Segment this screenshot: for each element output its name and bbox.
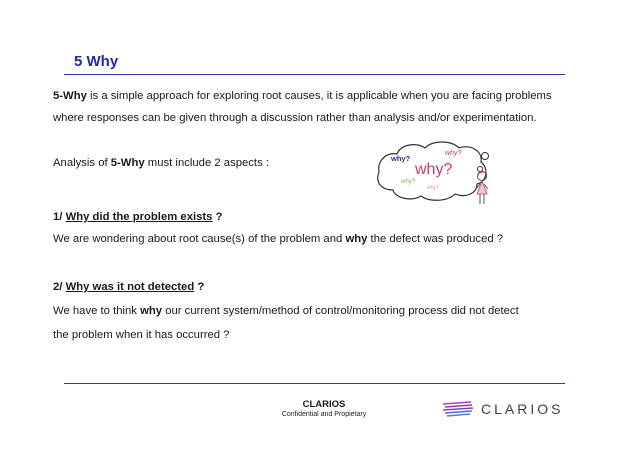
analysis-prefix: Analysis of bbox=[53, 157, 111, 169]
analysis-suffix: must include 2 aspects : bbox=[144, 157, 269, 169]
aspect-2-title: Why was it not detected bbox=[65, 281, 195, 293]
aspect-1-mark: ? bbox=[212, 211, 223, 223]
analysis-bold: 5-Why bbox=[110, 157, 145, 169]
aspect-1-text-after: the defect was produced ? bbox=[367, 233, 504, 245]
intro-bold: 5-Why bbox=[53, 90, 87, 102]
clarios-swoosh-icon bbox=[441, 399, 475, 419]
clarios-logo bbox=[441, 398, 563, 420]
aspect-2-text-line-1 bbox=[53, 305, 519, 317]
aspect-2-text-line-2: the problem when it has occurred ? bbox=[53, 329, 230, 341]
aspect-1-heading bbox=[53, 211, 223, 223]
aspect-2-number: 2/ bbox=[53, 281, 63, 293]
slide-title: 5 Why bbox=[74, 53, 119, 70]
aspect-1-text bbox=[53, 233, 503, 245]
aspect-2-text-bold: why bbox=[140, 305, 163, 317]
why-word-2: why? bbox=[391, 154, 411, 163]
why-word-4: why? bbox=[401, 179, 416, 185]
aspect-1-text-before: We are wondering about root cause(s) of the problem and bbox=[53, 233, 346, 245]
intro-text: is a simple approach for exploring root causes, it is applicable when you are facing problems bbox=[86, 90, 552, 102]
intro-line-1 bbox=[53, 90, 552, 102]
aspect-1-title: Why did the problem exists bbox=[65, 211, 213, 223]
why-word-5: why? bbox=[427, 185, 439, 191]
aspect-1-number: 1/ bbox=[53, 211, 63, 223]
footer-company: CLARIOS bbox=[302, 399, 346, 410]
why-word-1: why? bbox=[445, 150, 462, 157]
aspect-2-mark: ? bbox=[194, 281, 205, 293]
aspect-2-heading bbox=[53, 281, 204, 293]
title-divider bbox=[64, 74, 565, 75]
aspect-2-text-before: We have to think bbox=[53, 305, 141, 317]
why-word-3: why? bbox=[415, 161, 453, 178]
intro-line-2: where responses can be given through a discussion rather than analysis and/or experimentation. bbox=[53, 112, 537, 124]
footer-divider bbox=[64, 383, 565, 384]
aspect-2-text-after: our current system/method of control/monitoring process did not detect bbox=[162, 305, 519, 317]
clarios-logo-text: CLARIOS bbox=[481, 401, 564, 417]
analysis-line bbox=[53, 157, 269, 169]
aspect-1-text-bold: why bbox=[345, 233, 368, 245]
footer-confidential-note: Confidential and Propietary bbox=[281, 411, 367, 418]
thinking-girl-icon bbox=[474, 170, 494, 206]
